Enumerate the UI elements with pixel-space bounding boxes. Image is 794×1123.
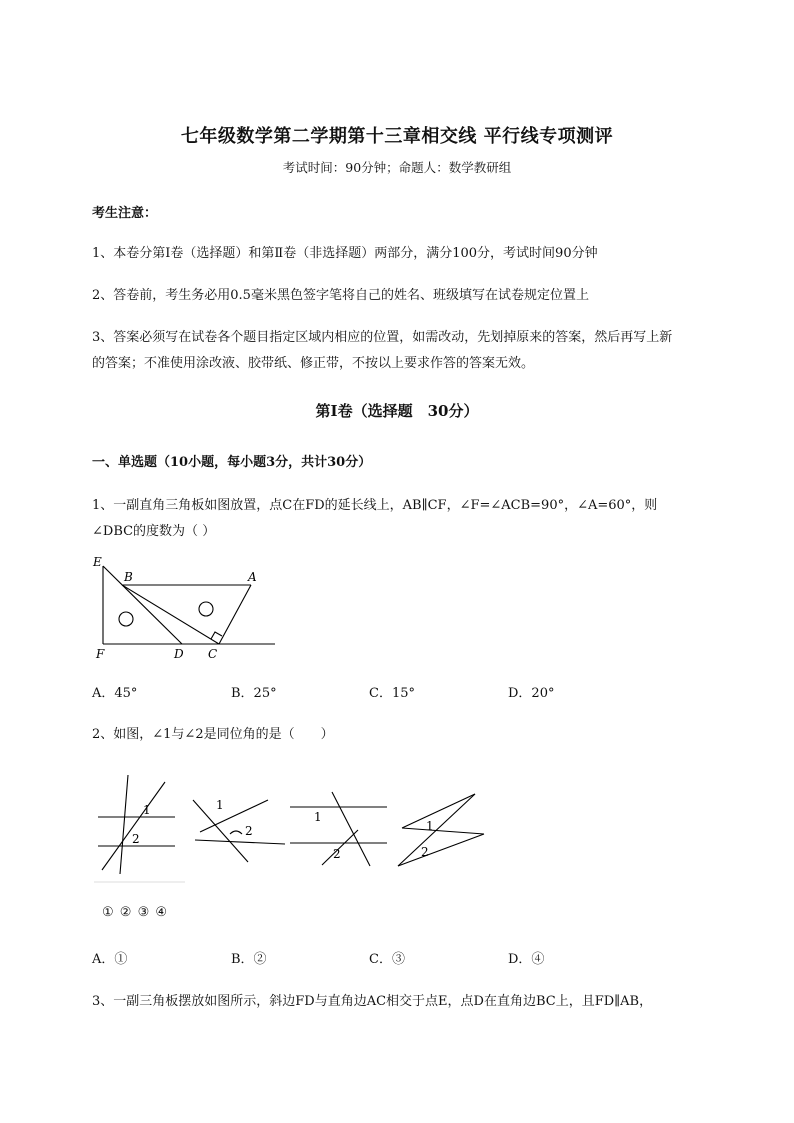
q1-stem-line2: ∠DBC的度数为（ ） [92,524,216,539]
notice-item-2: 2、答卷前，考生务必用0.5毫米黑色签字笔将自己的姓名、班级填写在试卷规定位置上 [92,288,589,303]
fig2-angle-1: 1 [216,798,224,812]
q3-stem-line1: 3、一副三角板摆放如图所示，斜边FD与直角边AC相交于点E，点D在直角边BC上，且FD∥AB， [92,994,653,1009]
label-C: C [208,647,218,661]
fig1-angle-2: 2 [132,832,140,846]
q2-stem: 2、如图，∠1与∠2是同位角的是（ ） [92,727,334,742]
q1-option-b[interactable]: B．25° [231,686,277,701]
part-heading: 一、单选题（10小题，每小题3分，共计30分） [92,455,372,470]
q2-figure-numbers: ① ② ③ ④ [102,905,169,920]
q2-option-d[interactable]: D．④ [508,952,545,967]
notice-item-3-cont: 的答案；不准使用涂改液、胶带纸、修正带，不按以上要求作答的答案无效。 [92,356,535,371]
q1-figure [88,552,283,662]
fig4-angle-2: 2 [421,845,429,859]
fig4-angle-1: 1 [426,819,434,833]
section-title: 第I卷（选择题 30分） [315,402,479,420]
q2-option-c[interactable]: C．③ [369,952,405,967]
label-D: D [174,647,184,661]
fig3-angle-2: 2 [333,847,341,861]
label-E: E [93,555,102,569]
label-F: F [96,647,105,661]
q2-option-b[interactable]: B．② [231,952,267,967]
q2-figure [90,770,490,885]
q1-option-c[interactable]: C．15° [369,686,415,701]
fig1-angle-1: 1 [143,803,151,817]
q1-stem-line1: 1、一副直角三角板如图放置，点C在FD的延长线上，AB∥CF，∠F=∠ACB=90°，∠A=60°，则 [92,498,658,513]
q1-option-d[interactable]: D．20° [508,686,555,701]
fig2-angle-2: 2 [245,824,253,838]
q1-option-a[interactable]: A．45° [92,686,138,701]
q2-option-a[interactable]: A．① [92,952,128,967]
notice-heading: 考生注意： [92,206,158,221]
label-A: A [248,570,257,584]
notice-item-1: 1、本卷分第I卷（选择题）和第Ⅱ卷（非选择题）两部分，满分100分，考试时间90分钟 [92,246,598,261]
page-title: 七年级数学第二学期第十三章相交线 平行线专项测评 [180,126,614,147]
exam-subtitle: 考试时间：90分钟；命题人：数学教研组 [282,160,512,175]
notice-item-3: 3、答案必须写在试卷各个题目指定区域内相应的位置，如需改动，先划掉原来的答案，然后再写上新 [92,330,673,345]
fig3-angle-1: 1 [314,810,322,824]
label-B: B [124,570,133,584]
